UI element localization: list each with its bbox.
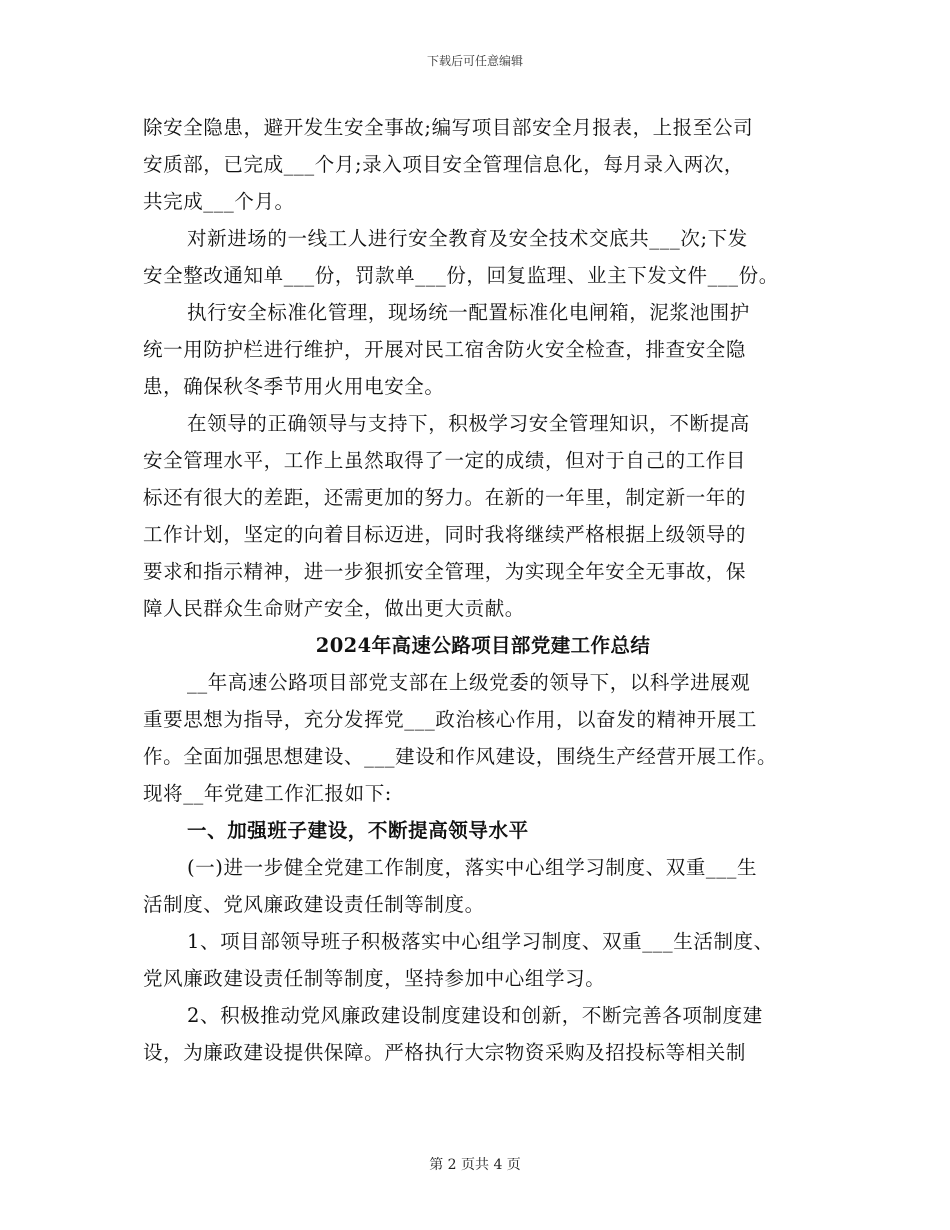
text-line: 除安全隐患，避开发生安全事故;编写项目部安全月报表，上报至公司 bbox=[143, 116, 754, 139]
text-line: 设，为廉政建设提供保障。严格执行大宗物资采购及招投标等相关制 bbox=[143, 1041, 747, 1064]
text-line: 安全整改通知单___份，罚款单___份，回复监理、业主下发文件___份。 bbox=[143, 264, 779, 287]
text-line: 在领导的正确领导与支持下，积极学习安全管理知识，不断提高 bbox=[187, 412, 750, 435]
text-line: 1、项目部领导班子积极落实中心组学习制度、双重___生活制度、 bbox=[187, 930, 774, 953]
text-line: 要求和指示精神，进一步狠抓安全管理，为实现全年安全无事故，保 bbox=[143, 560, 747, 583]
text-line: 作。全面加强思想建设、___建设和作风建设，围绕生产经营开展工作。 bbox=[143, 745, 778, 768]
text-line: 2、积极推动党风廉政建设制度建设和创新，不断完善各项制度建 bbox=[187, 1004, 763, 1027]
page-header: 下载后可任意编辑 bbox=[426, 54, 523, 68]
text-line: 安全管理水平，工作上虽然取得了一定的成绩，但对于自己的工作目 bbox=[143, 449, 747, 472]
page-footer: 第 2 页共 4 页 bbox=[429, 1157, 521, 1173]
text-line: 患，确保秋冬季节用火用电安全。 bbox=[143, 375, 445, 398]
text-line: 工作计划，坚定的向着目标迈进，同时我将继续严格根据上级领导的 bbox=[143, 523, 747, 546]
section-heading: 一、加强班子建设，不断提高领导水平 bbox=[187, 819, 529, 842]
document-body bbox=[143, 109, 823, 1071]
text-line: 执行安全标准化管理，现场统一配置标准化电闸箱，泥浆池围护 bbox=[187, 301, 750, 324]
text-line: 共完成___个月。 bbox=[143, 190, 295, 213]
text-line: 对新进场的一线工人进行安全教育及安全技术交底共___次;下发 bbox=[187, 227, 748, 250]
section-title: 2024年高速公路项目部党建工作总结 bbox=[315, 634, 651, 657]
text-line: 标还有很大的差距，还需更加的努力。在新的一年里，制定新一年的 bbox=[143, 486, 747, 509]
text-line: 党风廉政建设责任制等制度，坚持参加中心组学习。 bbox=[143, 967, 606, 990]
text-line: (一)进一步健全党建工作制度，落实中心组学习制度、双重___生 bbox=[187, 856, 758, 879]
text-line: __年高速公路项目部党支部在上级党委的领导下，以科学进展观 bbox=[187, 671, 751, 694]
text-line: 现将__年党建工作汇报如下: bbox=[143, 782, 392, 805]
text-line: 活制度、党风廉政建设责任制等制度。 bbox=[143, 893, 485, 916]
text-line: 安质部，已完成___个月;录入项目安全管理信息化，每月录入两次， bbox=[143, 153, 745, 176]
text-line: 重要思想为指导，充分发挥党___政治核心作用，以奋发的精神开展工 bbox=[143, 708, 757, 731]
text-line: 统一用防护栏进行维护，开展对民工宿舍防火安全检查，排查安全隐 bbox=[143, 338, 747, 361]
text-line: 障人民群众生命财产安全，做出更大贡献。 bbox=[143, 597, 525, 620]
